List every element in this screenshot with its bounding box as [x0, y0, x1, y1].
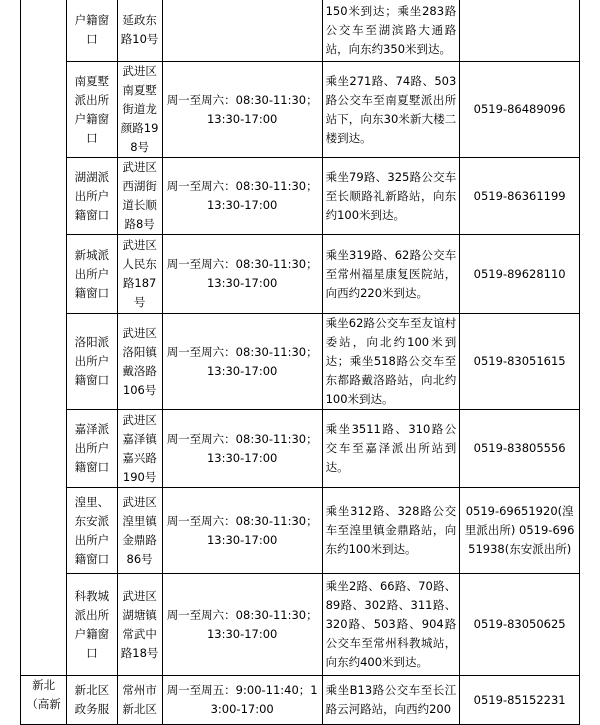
office-address: 武进区湟里镇金鼎路86号 [122, 494, 157, 566]
address-cell [117, 488, 162, 574]
bus-cell [322, 0, 460, 62]
phone-cell [460, 488, 580, 574]
phone-cell [460, 314, 580, 410]
district-name: 新北（高新 [26, 678, 61, 711]
bus-directions: 乘坐62路公交车至友谊村委站，向北约100米到达；乘坐518路公交车至东都路戴洛路站，向北约100米到达。 [325, 316, 457, 406]
table-row [21, 235, 580, 314]
office-phone: 0519-83050625 [473, 617, 566, 631]
office-address: 武进区洛阳镇戴洛路106号 [122, 325, 157, 397]
address-cell [117, 62, 162, 158]
office-hours: 周一至周六：08:30-11:30；13:30-17:00 [166, 513, 318, 547]
office-cell [67, 235, 117, 314]
office-name: 户籍窗口 [74, 13, 110, 46]
household-registration-table [20, 0, 580, 725]
table-row [21, 488, 580, 574]
office-cell [67, 158, 117, 235]
phone-cell [460, 62, 580, 158]
bus-cell [322, 158, 460, 235]
table-row [21, 410, 580, 488]
office-cell [67, 410, 117, 488]
office-phone: 0519-83051615 [473, 354, 566, 368]
office-cell [67, 62, 117, 158]
office-phone: 0519-85152231 [473, 692, 566, 707]
office-name: 南夏墅派出所户籍窗口 [74, 73, 110, 145]
table-row [21, 158, 580, 235]
hours-cell [162, 314, 322, 410]
table-row [21, 0, 580, 62]
office-phone: 0519-89628110 [473, 266, 566, 281]
phone-cell [460, 158, 580, 235]
office-name: 新北区政务服 [74, 683, 110, 716]
phone-cell [460, 676, 580, 725]
bus-directions: 乘坐79路、325路公交车至长顺路礼新路站，向东约100米到达。 [325, 169, 457, 222]
address-cell [117, 410, 162, 488]
address-cell [117, 574, 162, 676]
phone-cell [460, 235, 580, 314]
office-address: 武进区嘉泽镇嘉兴路190号 [122, 412, 157, 484]
office-cell [67, 0, 117, 62]
bus-directions: 乘坐271路、74路、503路公交车至南夏墅派出所站下，向东30米新大楼二楼到达。 [325, 73, 457, 145]
address-cell [117, 314, 162, 410]
district-cell [21, 676, 67, 725]
table-row [21, 676, 580, 725]
phone-cell [460, 574, 580, 676]
bus-cell [322, 574, 460, 676]
bus-cell [322, 62, 460, 158]
address-cell [117, 0, 162, 62]
office-hours: 周一至周六：08:30-11:30；13:30-17:00 [166, 344, 318, 378]
hours-cell [162, 676, 322, 725]
office-hours: 周一至周六：08:30-11:30；13:30-17:00 [166, 257, 318, 290]
office-address: 武进区人民东路187号 [122, 238, 157, 309]
bus-cell [322, 410, 460, 488]
office-hours: 周一至周六：08:30-11:30；13:30-17:00 [166, 431, 318, 465]
office-address: 延政东路10号 [120, 13, 159, 46]
bus-directions: 150米到达；乘坐283路公交车至湖滨路大通路站，向东约350米到达。 [325, 3, 457, 56]
office-phone: 0519-83805556 [473, 441, 566, 455]
bus-directions: 乘坐319路、62路公交车至常州福星康复医院站，向西约220米到达。 [325, 247, 457, 300]
hours-cell [162, 235, 322, 314]
bus-cell [322, 235, 460, 314]
office-address: 武进区湖塘镇常武中路18号 [120, 588, 159, 660]
office-cell [67, 488, 117, 574]
address-cell [117, 158, 162, 235]
address-cell [117, 676, 162, 725]
office-hours: 周一至周六：08:30-11:30；13:30-17:00 [166, 92, 318, 126]
bus-cell [322, 314, 460, 410]
hours-cell [162, 410, 322, 488]
bus-directions: 乘坐2路、66路、70路、89路、302路、311路、320路、503路、904路公交车至常州科教城站，向东约400米到达。 [325, 579, 457, 669]
bus-cell [322, 488, 460, 574]
hours-cell [162, 574, 322, 676]
office-phone: 0519-86489096 [473, 102, 566, 116]
office-cell [67, 314, 117, 410]
office-name: 新城派出所户籍窗口 [74, 247, 110, 300]
bus-directions: 乘坐3511路、310路公交车至嘉泽派出所站到达。 [325, 422, 457, 474]
office-address: 武进区西湖街道长顺路8号 [122, 160, 157, 231]
table-row [21, 314, 580, 410]
office-hours: 周一至周六：08:30-11:30；13:30-17:00 [166, 179, 318, 212]
office-cell [67, 574, 117, 676]
phone-cell [460, 0, 580, 62]
office-name: 湟里、东安派出所户籍窗口 [74, 494, 110, 566]
office-name: 嘉泽派出所户籍窗口 [74, 422, 110, 474]
hours-cell [162, 158, 322, 235]
hours-cell [162, 0, 322, 62]
bus-directions: 乘坐B13路公交车至长江路云河路站，向西约200 [325, 683, 457, 716]
office-hours: 周一至周六：08:30-11:30；13:30-17:00 [166, 607, 318, 641]
office-address: 常州市新北区 [122, 683, 157, 716]
office-name: 洛阳派出所户籍窗口 [74, 335, 110, 387]
office-phone: 0519-69651920(湟里派出所) 0519-69651938(东安派出所) [464, 504, 575, 556]
office-address: 武进区南夏墅街道龙颜路198号 [120, 64, 159, 154]
hours-cell [162, 62, 322, 158]
table-row [21, 574, 580, 676]
office-cell [67, 676, 117, 725]
bus-directions: 乘坐312路、328路公交车至湟里镇金鼎路站，向东约100米到达。 [325, 504, 457, 556]
office-name: 湖湖派出所户籍窗口 [74, 169, 110, 222]
office-hours: 周一至周五：9:00-11:40；13:00-17:00 [166, 683, 318, 716]
bus-cell [322, 676, 460, 725]
office-name: 科教城派出所户籍窗口 [74, 588, 110, 660]
phone-cell [460, 410, 580, 488]
hours-cell [162, 488, 322, 574]
address-cell [117, 235, 162, 314]
table-row [21, 62, 580, 158]
office-phone: 0519-86361199 [473, 188, 566, 203]
district-cell [21, 0, 67, 676]
